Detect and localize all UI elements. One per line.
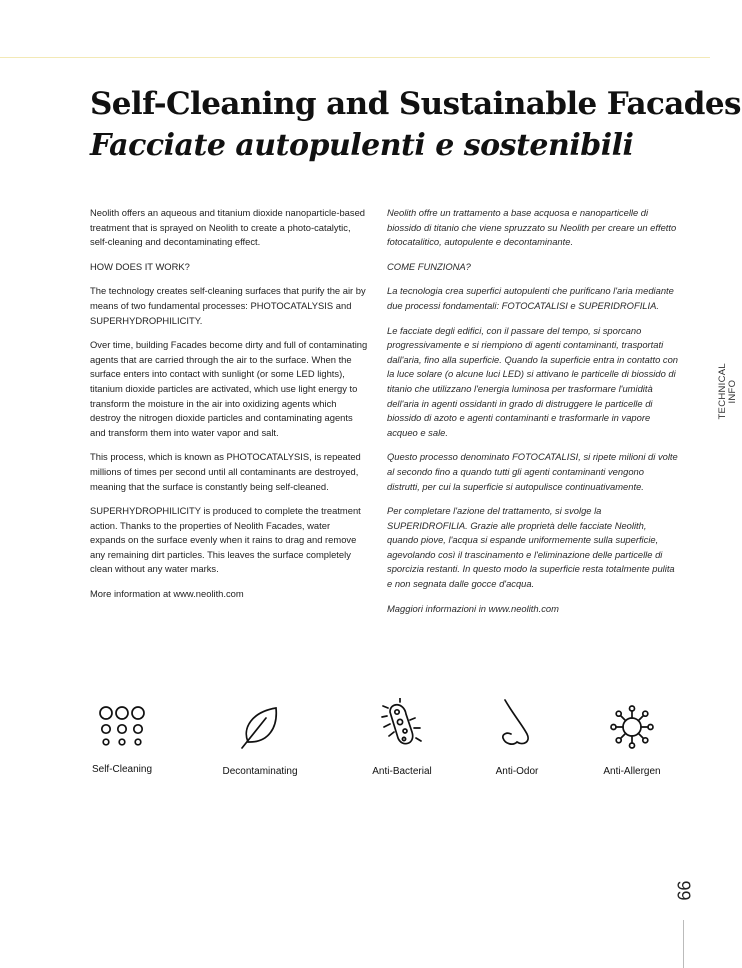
feature-label: Anti-Odor <box>495 766 539 777</box>
section-tab-line2: INFO <box>727 379 738 404</box>
section-heading: HOW DOES IT WORK? <box>90 260 190 272</box>
feature-self-cleaning <box>80 704 164 775</box>
feature-decontaminating <box>210 704 310 777</box>
english-column <box>90 206 368 612</box>
page-number: 99 <box>673 880 694 901</box>
bubbles-icon <box>96 704 148 748</box>
section-tab-line1: TECHNICAL <box>717 363 728 420</box>
bacteria-icon <box>380 698 424 750</box>
paragraph: Over time, building Facades become dirty and full of contaminating agents that are carried through the air to the surface. When the surface enters into contact with sunlight (or some LED lights), titanium dioxide particles are activated, which use light energy to transform the moisture in the air into oxidizing agents which destroy the nitrogen dioxide particles and contaminating agents and transform them into water vapor and salt. <box>90 339 368 438</box>
nose-icon <box>499 698 535 750</box>
more-info-text: More information at www.neolith.com <box>90 588 244 600</box>
feature-anti-odor <box>482 698 552 777</box>
italian-column <box>387 206 679 626</box>
intro-paragraph: Neolith offre un trattamento a base acquosa e nanoparticelle di biossido di titanio che viene spruzzato su Neolith per creare un effetto fotocatalitico, autopulente e decontaminante. <box>387 207 677 248</box>
paragraph: Questo processo denominato FOTOCATALISI, si ripete milioni di volte al secondo fino a quando tutti gli agenti contaminanti vengono distrutti, per cui la superficie si autopulisce continuativamente. <box>387 451 678 492</box>
top-divider <box>0 57 710 58</box>
feature-label: Decontaminating <box>222 766 298 777</box>
feature-anti-bacterial <box>362 698 442 777</box>
feature-label: Anti-Bacterial <box>372 766 432 777</box>
paragraph: Le facciate degli edifici, con il passare del tempo, si sporcano progressivamente e si riempiono di agenti contaminanti, trasportati dall'aria, fino alla superficie. Quando la superficie entra in contatto con la luce solare (o alcune luci LED) si attivano le particelle di biossido di titanio che utilizzano l'energia luminosa per trasformare l'umidità dell'aria in agenti ossidanti in grado di distruggere le particelle di biossido di azoto e agenti contaminanti e trasformarle in vapore acqueo e sale. <box>387 324 679 438</box>
feature-label: Anti-Allergen <box>603 766 661 777</box>
paragraph: The technology creates self-cleaning surfaces that purify the air by means of two fundamental processes: PHOTOCATALYSIS and SUPERHYDROPHILICITY. <box>90 285 366 326</box>
page-subtitle-italian: Facciate autopulenti e sostenibili <box>90 128 634 163</box>
paragraph: This process, which is known as PHOTOCATALYSIS, is repeated millions of times per second until all contaminants are destroyed, meaning that the surface is constantly being self-cleaned. <box>90 451 361 492</box>
leaf-icon <box>238 704 282 750</box>
page-number-rule <box>683 920 684 968</box>
allergen-icon <box>609 704 655 750</box>
section-tab <box>718 363 740 420</box>
paragraph: Per completare l'azione del trattamento, si svolge la SUPERIDROFILIA. Grazie alle proprietà delle facciate Neolith, quando piove, l'acqua si espande uniformemente sulla superficie, agevolando così il trascinamento e l'eliminazione delle particelle di sporcizia restanti. In questo modo la superficie resta totalmente pulita e non segnata dalle gocce d'acqua. <box>387 505 675 590</box>
intro-paragraph: Neolith offers an aqueous and titanium dioxide nanoparticle-based treatment that is sprayed on Neolith to create a photo-catalytic, self-cleaning and decontaminating effect. <box>90 207 366 248</box>
feature-label: Self-Cleaning <box>91 764 153 775</box>
feature-anti-allergen <box>592 704 672 777</box>
more-info-text: Maggiori informazioni in www.neolith.com <box>387 602 559 614</box>
paragraph: La tecnologia crea superfici autopulenti che purificano l'aria mediante due processi fondamentali: FOTOCATALISI e SUPERIDROFILIA. <box>387 285 674 311</box>
page-title: Self-Cleaning and Sustainable Facades <box>90 86 741 122</box>
section-heading: COME FUNZIONA? <box>387 260 471 272</box>
paragraph: SUPERHYDROPHILICITY is produced to complete the treatment action. Thanks to the properties of Neolith Facades, water expands on the surface evenly when it rains to drag and remove any remaining dirt particles. This leaves the surface completely clean without any water marks. <box>90 505 361 575</box>
